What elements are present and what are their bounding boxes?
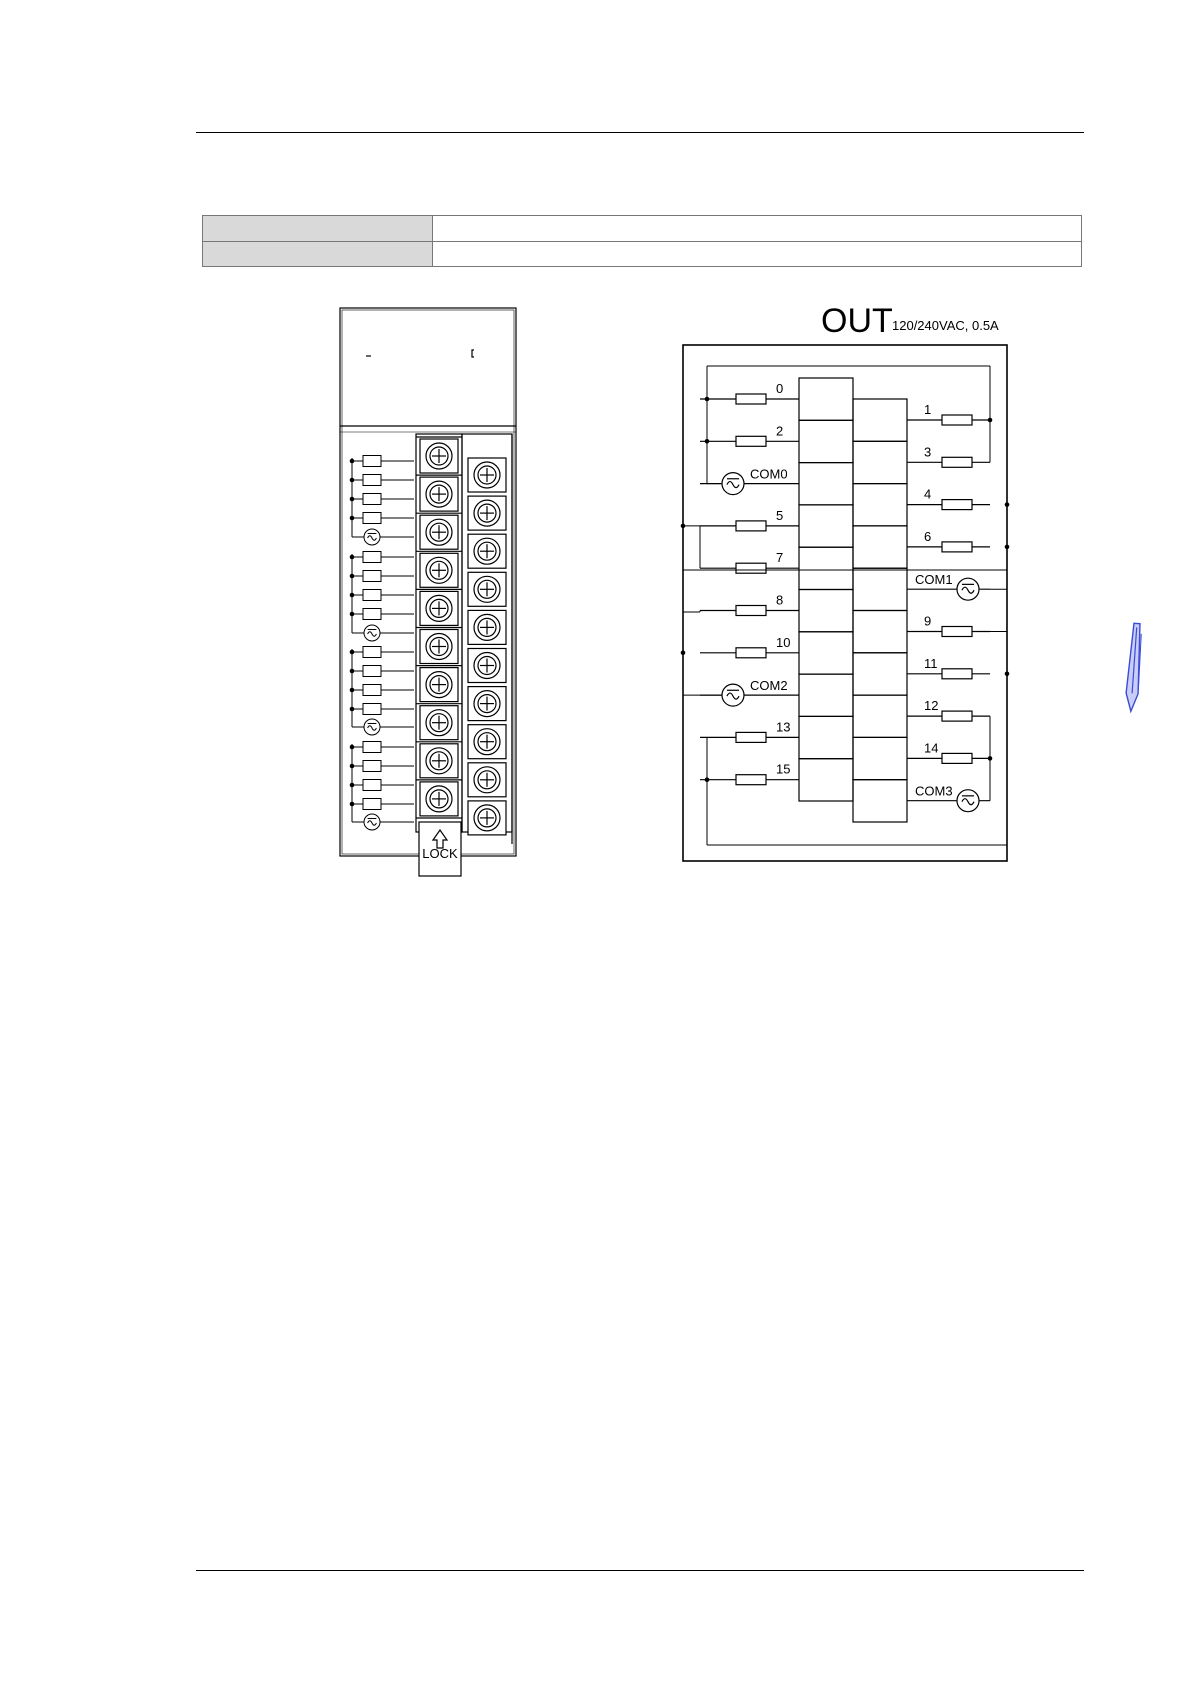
load-icon <box>942 542 972 552</box>
load-icon <box>942 753 972 763</box>
load-icon <box>363 590 381 601</box>
load-icon <box>363 552 381 563</box>
load-icon <box>363 456 381 467</box>
terminal-cell-left <box>799 674 853 716</box>
screw-terminal-icon <box>420 515 458 549</box>
junction-dot <box>350 764 355 769</box>
junction-dot <box>350 612 355 617</box>
terminal-cell-left <box>799 716 853 758</box>
terminal-label: 11 <box>924 655 938 671</box>
terminal-cell-left <box>799 420 853 462</box>
terminal-cell-right <box>853 399 907 441</box>
load-icon <box>363 704 381 715</box>
terminal-label: 3 <box>924 444 932 460</box>
terminal-cell-left <box>799 505 853 547</box>
screw-terminal-icon <box>468 496 506 530</box>
ac-source-icon <box>364 625 380 641</box>
terminal-cell-left <box>799 378 853 420</box>
screw-terminal-icon <box>420 477 458 511</box>
load-icon <box>363 761 381 772</box>
junction-dot <box>988 756 993 761</box>
ac-source-icon <box>364 719 380 735</box>
load-icon <box>363 513 381 524</box>
load-icon <box>363 609 381 620</box>
terminal-cell-right <box>853 526 907 568</box>
terminal-label: 14 <box>924 740 939 756</box>
load-icon <box>363 475 381 486</box>
junction-dot <box>350 688 355 693</box>
screw-terminal-icon <box>468 458 506 492</box>
screw-terminal-icon <box>468 763 506 797</box>
screw-terminal-icon <box>420 706 458 740</box>
load-icon <box>736 775 766 785</box>
terminal-cell-left <box>799 463 853 505</box>
junction-dot <box>350 650 355 655</box>
load-icon <box>736 732 766 742</box>
load-icon <box>363 799 381 810</box>
screw-terminal-icon <box>468 801 506 835</box>
terminal-label: 1 <box>924 402 932 417</box>
terminal-label: 10 <box>776 634 791 650</box>
terminal-label: 4 <box>924 486 932 502</box>
load-icon <box>363 685 381 696</box>
terminal-cell-left <box>799 590 853 632</box>
ac-source-icon <box>364 814 380 830</box>
terminal-cell-right <box>853 568 907 610</box>
terminal-label: 7 <box>776 550 784 566</box>
load-icon <box>363 571 381 582</box>
junction-dot <box>350 497 355 502</box>
junction-dot <box>705 439 710 444</box>
terminal-label: COM3 <box>915 783 953 799</box>
wiring-diagram <box>681 345 1010 861</box>
terminal-label: COM1 <box>915 572 953 588</box>
junction-dot <box>350 707 355 712</box>
screw-terminal-icon <box>468 534 506 568</box>
junction-dot <box>705 777 710 782</box>
terminal-label: 13 <box>776 719 791 735</box>
terminal-cell-right <box>853 484 907 526</box>
junction-dot <box>350 669 355 674</box>
screw-terminal-icon <box>468 572 506 606</box>
terminal-cell-left <box>799 632 853 674</box>
load-icon <box>942 457 972 467</box>
screw-terminal-icon <box>420 782 458 816</box>
terminal-cell-right <box>853 653 907 695</box>
terminal-cell-right <box>853 611 907 653</box>
terminal-label: 12 <box>924 698 939 714</box>
junction-dot <box>1005 672 1010 677</box>
junction-dot <box>350 802 355 807</box>
junction-dot <box>988 418 993 423</box>
junction-dot <box>681 524 686 529</box>
terminal-cell-left <box>799 547 853 589</box>
load-icon <box>942 415 972 425</box>
terminal-label: 8 <box>776 592 784 608</box>
junction-dot <box>705 397 710 402</box>
screw-terminal-icon <box>420 744 458 778</box>
module-front-view <box>340 308 516 876</box>
pen-icon <box>1125 623 1143 712</box>
screw-terminal-icon <box>468 610 506 644</box>
junction-dot <box>350 745 355 750</box>
load-icon <box>736 648 766 658</box>
load-icon <box>736 606 766 616</box>
ac-source-icon <box>957 790 979 812</box>
terminal-cell-right <box>853 441 907 483</box>
screw-terminal-icon <box>468 725 506 759</box>
screw-terminal-icon <box>468 649 506 683</box>
screw-terminal-icon <box>420 668 458 702</box>
ac-source-icon <box>722 473 744 495</box>
screw-terminal-icon <box>420 439 458 473</box>
junction-dot <box>350 516 355 521</box>
terminal-label: COM2 <box>750 678 788 694</box>
wiring-title: OUT <box>821 302 893 340</box>
junction-dot <box>350 459 355 464</box>
screw-terminal-icon <box>420 553 458 587</box>
terminal-label: COM0 <box>750 466 788 482</box>
load-icon <box>363 647 381 658</box>
screw-terminal-icon <box>420 630 458 664</box>
terminal-cell-right <box>853 695 907 737</box>
terminal-cell-right <box>853 737 907 779</box>
load-icon <box>363 742 381 753</box>
ac-source-icon <box>364 529 380 545</box>
terminal-cell-left <box>799 759 853 801</box>
load-icon <box>736 521 766 531</box>
label-mark-right <box>472 350 474 357</box>
junction-dot <box>350 478 355 483</box>
ac-source-icon <box>957 578 979 600</box>
load-icon <box>363 780 381 791</box>
load-icon <box>363 494 381 505</box>
load-icon <box>736 394 766 404</box>
junction-dot <box>681 651 686 656</box>
load-icon <box>942 711 972 721</box>
wiring-rating: 120/240VAC, 0.5A <box>892 318 999 333</box>
terminal-label: 2 <box>776 423 784 439</box>
load-icon <box>942 627 972 637</box>
junction-dot <box>350 574 355 579</box>
junction-dot <box>350 593 355 598</box>
load-icon <box>363 666 381 677</box>
screw-terminal-icon <box>468 687 506 721</box>
load-icon <box>736 563 766 573</box>
junction-dot <box>350 783 355 788</box>
junction-dot <box>350 555 355 560</box>
terminal-label: 6 <box>924 528 932 544</box>
lock-label: LOCK <box>422 846 458 861</box>
load-icon <box>942 669 972 679</box>
load-icon <box>736 436 766 446</box>
screw-terminal-icon <box>420 591 458 625</box>
terminal-label: 9 <box>924 613 932 629</box>
terminal-label: 15 <box>776 761 791 777</box>
junction-dot <box>1005 545 1010 550</box>
terminal-label: 5 <box>776 507 784 523</box>
ac-source-icon <box>722 684 744 706</box>
terminal-label: 0 <box>776 381 784 396</box>
junction-dot <box>1005 502 1010 507</box>
terminal-cell-right <box>853 780 907 822</box>
load-icon <box>942 500 972 510</box>
